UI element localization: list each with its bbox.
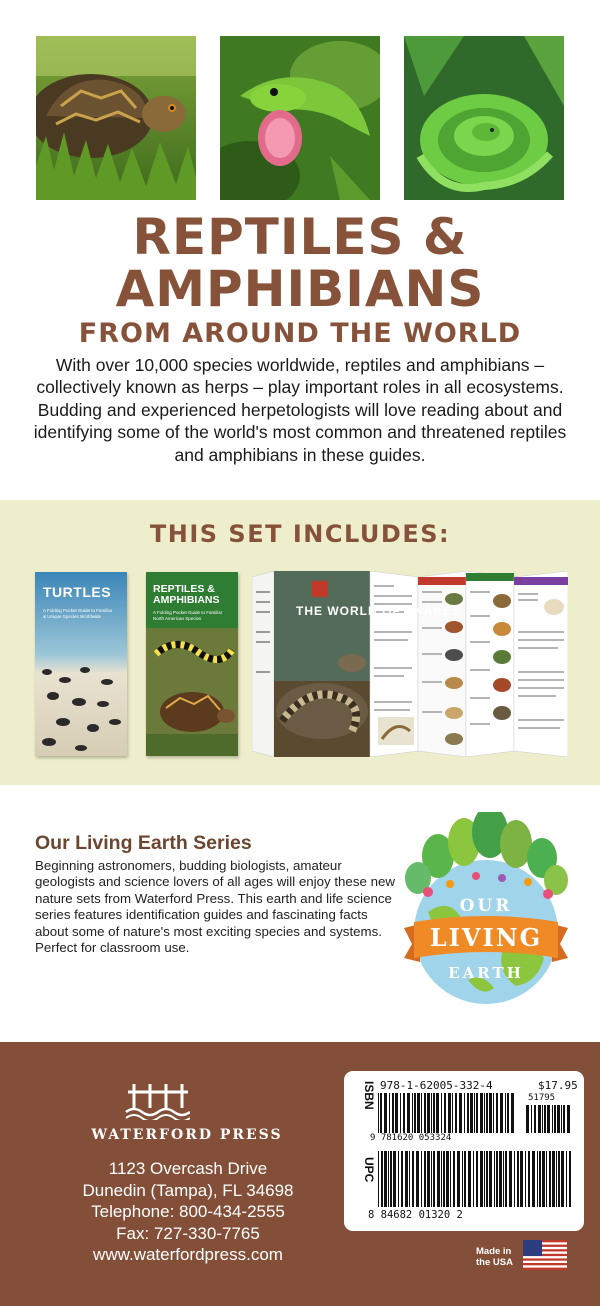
title-line-1: REPTILES &: [132, 208, 468, 266]
logo-earth-text: EARTH: [448, 964, 524, 982]
logo-our-text: OUR: [459, 896, 513, 916]
our-living-earth-logo: [398, 812, 574, 1008]
snakes-guide-title: THE WORLD OF SNAKES: [296, 604, 461, 618]
logo-living-text: LIVING: [429, 923, 543, 952]
title-subtitle: FROM AROUND THE WORLD: [78, 318, 522, 349]
us-flag-icon: [523, 1240, 567, 1270]
green-tree-python-photo: [404, 36, 564, 200]
waterford-press-logo-icon: [124, 1080, 190, 1120]
made-in-line-2: the USA: [476, 1257, 513, 1268]
isbn-digits: 9 781620 053324: [370, 1133, 452, 1143]
turtles-guide-cover: [35, 572, 127, 756]
price-barcode: [526, 1105, 574, 1133]
isbn-barcode: [378, 1093, 516, 1133]
waterford-press-name: WATERFORD PRESS: [91, 1127, 283, 1143]
isbn-number: 978-1-62005-332-4: [380, 1079, 493, 1092]
made-in-line-1: Made in: [476, 1246, 512, 1257]
address-city: Dunedin (Tampa), FL 34698: [82, 1180, 294, 1200]
address-fax: Fax: 727-330-7765: [116, 1223, 260, 1243]
reptiles-guide-subtitle: A Folding Pocket Guide to Familiar North American Species: [153, 610, 223, 621]
price: $17.95: [538, 1079, 578, 1092]
anole-lizard-photo: [220, 36, 380, 200]
address-street: 1123 Overcash Drive: [108, 1159, 268, 1178]
turtles-guide-subtitle: A Folding Pocket Guide to Familiar & Unique Species Worldwide: [43, 608, 113, 619]
upc-digits: 8 84682 01320 2: [368, 1209, 463, 1221]
upc-barcode: [378, 1151, 574, 1207]
reptiles-guide-title: REPTILES & AMPHIBIANS: [153, 583, 220, 606]
title-line-2: AMPHIBIANS: [115, 260, 485, 318]
turtles-guide-title: TURTLES: [43, 584, 112, 600]
made-in-usa-label: [476, 1246, 513, 1268]
upc-label: UPC: [362, 1157, 376, 1183]
contact-address: [38, 1158, 338, 1266]
address-telephone: Telephone: 800-434-2555: [91, 1202, 285, 1221]
series-paragraph: Beginning astronomers, budding biologists, amateur geologists and science lovers of all ages will enjoy these new nature sets from Waterford Press. This earth and life science series features identification guides and fascinating facts about some of nature's most exciting species and systems. Perfect for classroom use.: [35, 858, 395, 956]
reptiles-amphibians-guide-cover: [146, 572, 238, 756]
turtle-photo: [36, 36, 196, 200]
barcode-card: [344, 1071, 584, 1231]
snakes-guide-foldout: [252, 571, 568, 757]
isbn-label: ISBN: [362, 1081, 376, 1110]
intro-paragraph: With over 10,000 species worldwide, reptiles and amphibians – collectively known as herps – play important roles in all ecosystems. Budding and experienced herpetologists will love reading about and identifying some of the world's most common and threatened reptiles and amphibians in these guides.: [33, 355, 567, 465]
address-website: www.waterfordpress.com: [93, 1245, 283, 1264]
set-includes-heading: THIS SET INCLUDES:: [149, 520, 451, 548]
price-code: 51795: [528, 1093, 556, 1103]
series-heading: Our Living Earth Series: [35, 832, 252, 854]
